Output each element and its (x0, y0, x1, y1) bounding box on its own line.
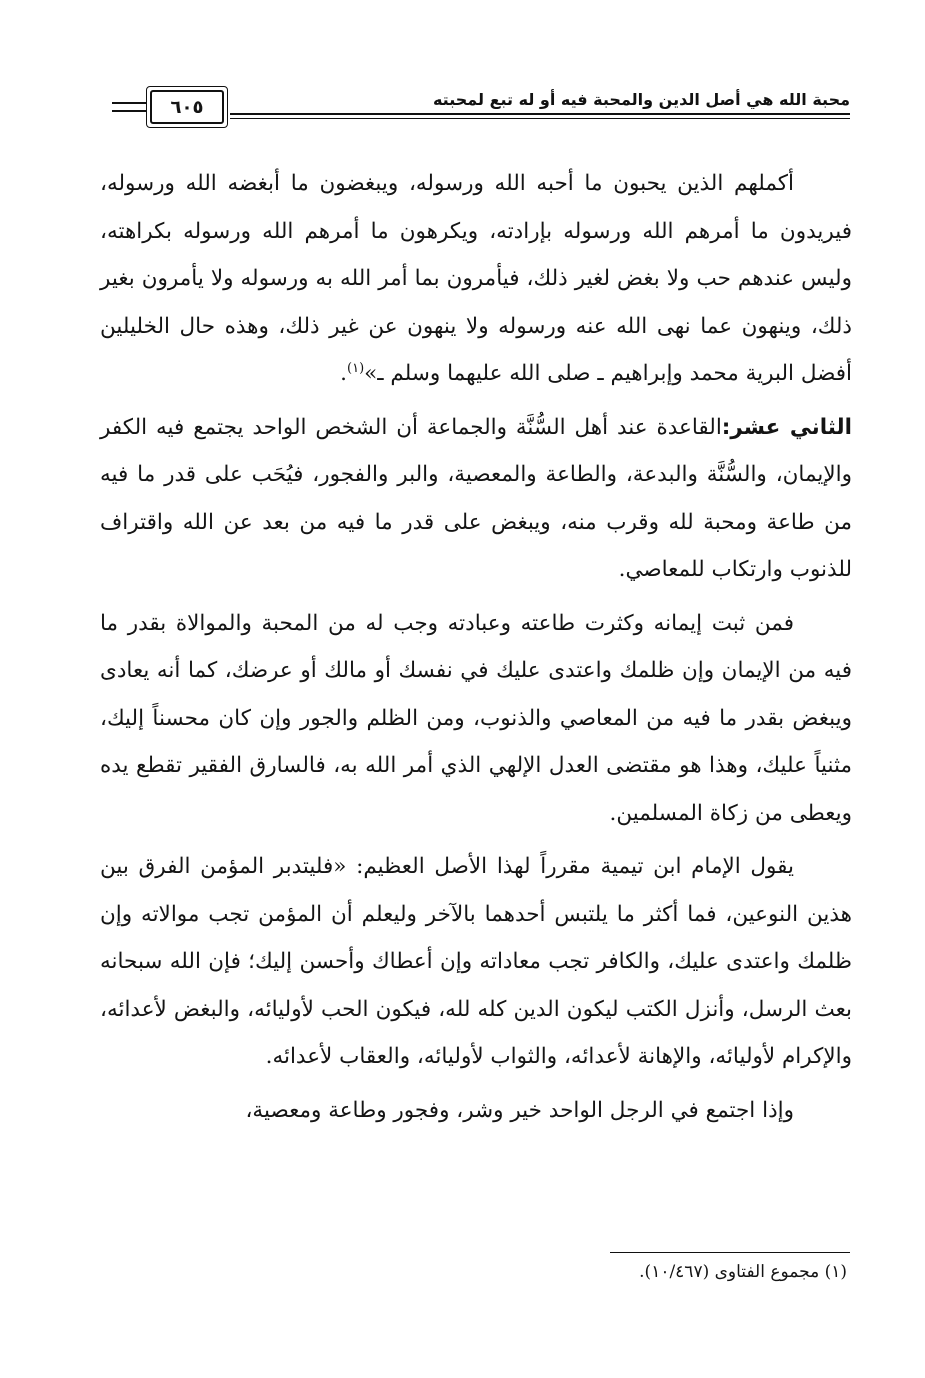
paragraph-2-heading: الثاني عشر: (721, 414, 852, 440)
footnote-1: (١) مجموع الفتاوى (١٠/٤٦٧). (639, 1262, 847, 1282)
footnote-separator (610, 1252, 850, 1253)
paragraph-3: فمن ثبت إيمانه وكثرت طاعته وعبادته وجب له من المحبة والموالاة بقدر ما فيه من الإيمان وإن ظلمك واعتدى عليك في نفسك أو مالك أو عرضك، كما أنه يعادى ويبغض بقدر ما فيه من المعاصي والذنوب، ومن الظلم والجور وإن كان محسناً إليك، مثنياً عليك، وهذا هو مقتضى العدل الإلهي الذي أمر الله به، فالسارق الفقير تقطع يده ويعطى من زكاة المسلمين. (100, 610, 852, 826)
paragraph-1-text: أكملهم الذين يحبون ما أحبه الله ورسوله، ويبغضون ما أبغضه الله ورسوله، فيريدون ما أمرهم الله ورسوله بإرادته، ويكرهون ما أمرهم الله ورسوله بكراهته، وليس عندهم حب ولا بغض لغير ذلك، فيأمرون بما أمر الله به ورسوله ولا يأمرون بغير ذلك، وينهون عما نهى الله عنه ورسوله ولا ينهون عن غير ذلك، وهذه حال الخليلين أفضل البرية محمد وإبراهيم ـ صلى الله عليهما وسلم ـ» (100, 171, 852, 386)
paragraph-2 (100, 404, 852, 594)
header-rule-thin (230, 118, 850, 119)
paragraph-4: يقول الإمام ابن تيمية مقرراً لهذا الأصل العظيم: «فليتدبر المؤمن الفرق بين هذين النوعين، فما أكثر ما يلتبس أحدهما بالآخر وليعلم أن المؤمن تجب موالاته وإن ظلمك واعتدى عليك، والكافر تجب معاداته وإن أعطاك وأحسن إليك؛ فإن الله سبحانه بعث الرسل، وأنزل الكتب ليكون الدين كله لله، فيكون الحب لأوليائه، والبغض لأعدائه، والإكرام لأوليائه، والإهانة لأعدائه، والثواب لأوليائه، والعقاب لأعدائه. (100, 854, 852, 1069)
paragraph-1-end: . (340, 361, 347, 386)
paragraph-1 (100, 160, 852, 398)
page-number-line-bottom (112, 110, 146, 112)
main-text (100, 160, 852, 1140)
page-number-line-top (112, 102, 146, 104)
page-header (112, 78, 850, 140)
page-number: ٦٠٥ (150, 90, 224, 124)
running-title: محبة الله هي أصل الدين والمحبة فيه أو له تبع لمحبته (432, 90, 850, 109)
footnote-ref-1: (١) (347, 360, 365, 376)
paragraph-5: وإذا اجتمع في الرجل الواحد خير وشر، وفجور وطاعة ومعصية، (245, 1097, 794, 1123)
header-rule-thick (230, 113, 850, 115)
paragraph-2-text: القاعدة عند أهل السُّنَّة والجماعة أن الشخص الواحد يجتمع فيه الكفر والإيمان، والسُّنَّة والبدعة، والطاعة والمعصية، والبر والفجور، فيُحَب على قدر ما فيه من طاعة ومحبة لله وقرب منه، ويبغض على قدر ما فيه من بعد عن الله واقتراف للذنوب وارتكاب للمعاصي. (100, 414, 852, 582)
